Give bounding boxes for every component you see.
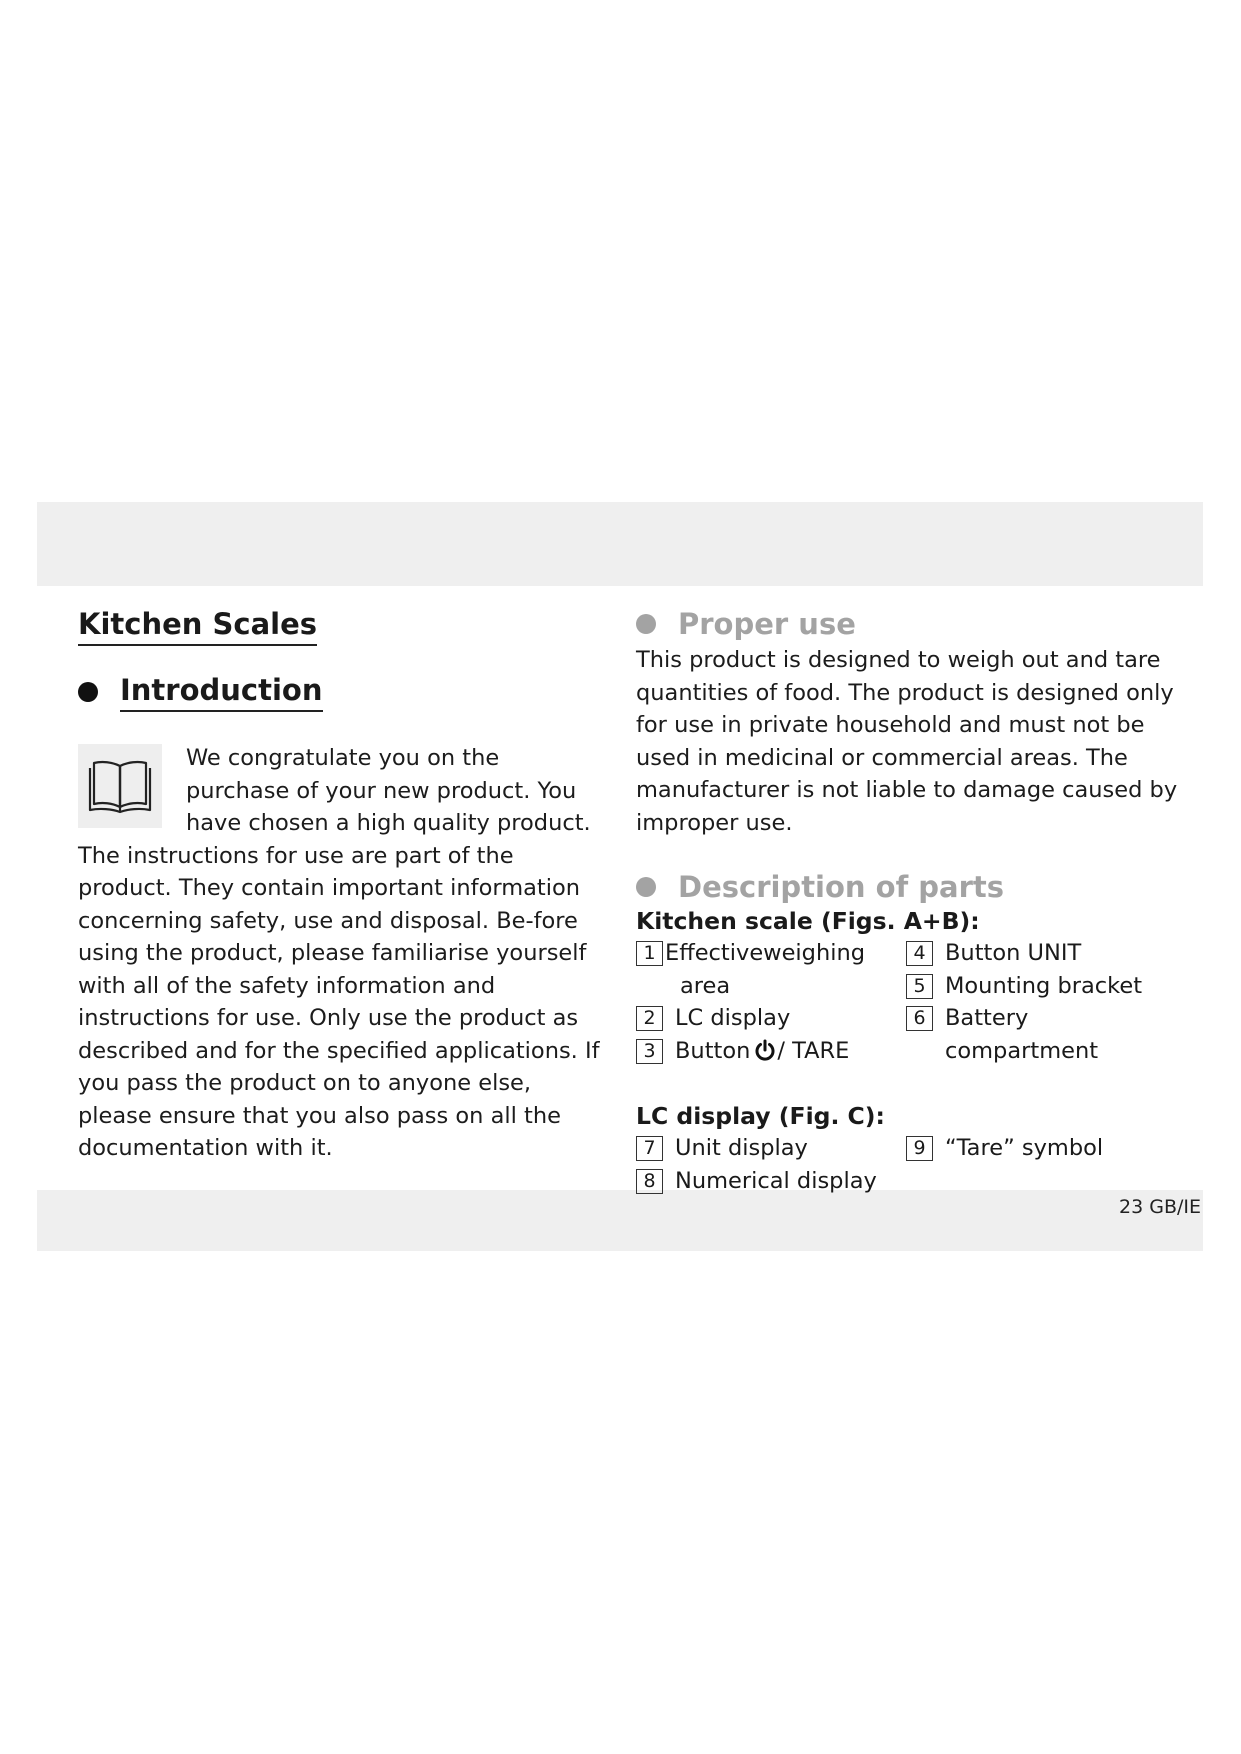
- part-label: Unit display: [675, 1135, 808, 1161]
- part-label: “Tare” symbol: [945, 1135, 1104, 1161]
- header-band: [37, 502, 1203, 586]
- part-number: 2: [636, 1006, 663, 1031]
- part-number: 3: [636, 1039, 663, 1064]
- bullet-icon: [78, 682, 98, 702]
- footer-band: [37, 1190, 1203, 1251]
- bullet-icon: [636, 614, 656, 634]
- proper-use-heading: [636, 606, 1196, 642]
- left-column: [78, 606, 608, 1165]
- parts-column-right: [906, 1132, 1176, 1197]
- proper-use-text: This product is designed to weigh out and tare quantities of food. The product is designed only for use in private household and must not be used in medicinal or commercial areas. The manufacturer is not liable to damage caused by improper use.: [636, 647, 1178, 836]
- part-label: Effectiveweighing: [665, 940, 865, 966]
- part-label-suffix: / TARE: [777, 1037, 850, 1064]
- kitchen-scale-parts-list: [636, 937, 1196, 1070]
- introduction-heading: [78, 672, 608, 712]
- lc-display-parts-list: [636, 1132, 1196, 1197]
- page-number: 23 GB/IE: [1119, 1196, 1201, 1218]
- description-heading: [636, 869, 1196, 905]
- part-label: Button UNIT: [945, 940, 1082, 966]
- list-item: [636, 1035, 906, 1071]
- part-number: 1: [636, 941, 663, 966]
- part-label: area: [680, 972, 731, 999]
- list-item: [906, 970, 1176, 1003]
- list-item: [636, 1165, 906, 1198]
- part-number: 4: [906, 941, 933, 966]
- list-item: [906, 1002, 1176, 1067]
- right-column: [636, 606, 1196, 1197]
- parts-column-left: [636, 937, 906, 1070]
- list-item: [636, 1132, 906, 1165]
- part-number: 5: [906, 974, 933, 999]
- part-number: 9: [906, 1136, 933, 1161]
- list-item: [906, 937, 1176, 970]
- introduction-section: [78, 742, 608, 1165]
- part-number: 8: [636, 1169, 663, 1194]
- lc-display-subheading: LC display (Fig. C):: [636, 1102, 885, 1130]
- part-label: Numerical display: [675, 1167, 877, 1194]
- list-item: [636, 937, 906, 970]
- kitchen-scale-subheading: Kitchen scale (Figs. A+B):: [636, 907, 980, 935]
- book-icon: [78, 744, 162, 828]
- part-label-wrapper: [675, 1035, 906, 1071]
- part-number: 7: [636, 1136, 663, 1161]
- part-label: LC display: [675, 1005, 791, 1031]
- part-label: Mounting bracket: [945, 972, 1143, 999]
- page-title: Kitchen Scales: [78, 606, 317, 646]
- part-label: Button: [675, 1037, 751, 1064]
- list-item: [636, 1002, 906, 1035]
- list-item: [906, 1132, 1176, 1165]
- parts-column-left: [636, 1132, 906, 1197]
- parts-column-right: [906, 937, 1176, 1070]
- list-item: [636, 970, 906, 1003]
- description-heading-label: Description of parts: [678, 870, 1005, 904]
- power-icon: [754, 1038, 776, 1071]
- proper-use-heading-label: Proper use: [678, 607, 856, 641]
- part-label: Battery compartment: [945, 1005, 1099, 1064]
- introduction-text: We congratulate you on the purchase of your new product. You have chosen a high quality product. The instructions for use are part of the product. They contain important information concerning safety, use and disposal. Be-fore using the product, please familiarise yourself with all of the safety information and instructions for use. Only use the product as described and for the specified applications. If you pass the product on to anyone else, please ensure that you also pass on all the documentation with it.: [78, 745, 600, 1161]
- part-number: 6: [906, 1006, 933, 1031]
- bullet-icon: [636, 877, 656, 897]
- introduction-heading-label: Introduction: [120, 672, 323, 712]
